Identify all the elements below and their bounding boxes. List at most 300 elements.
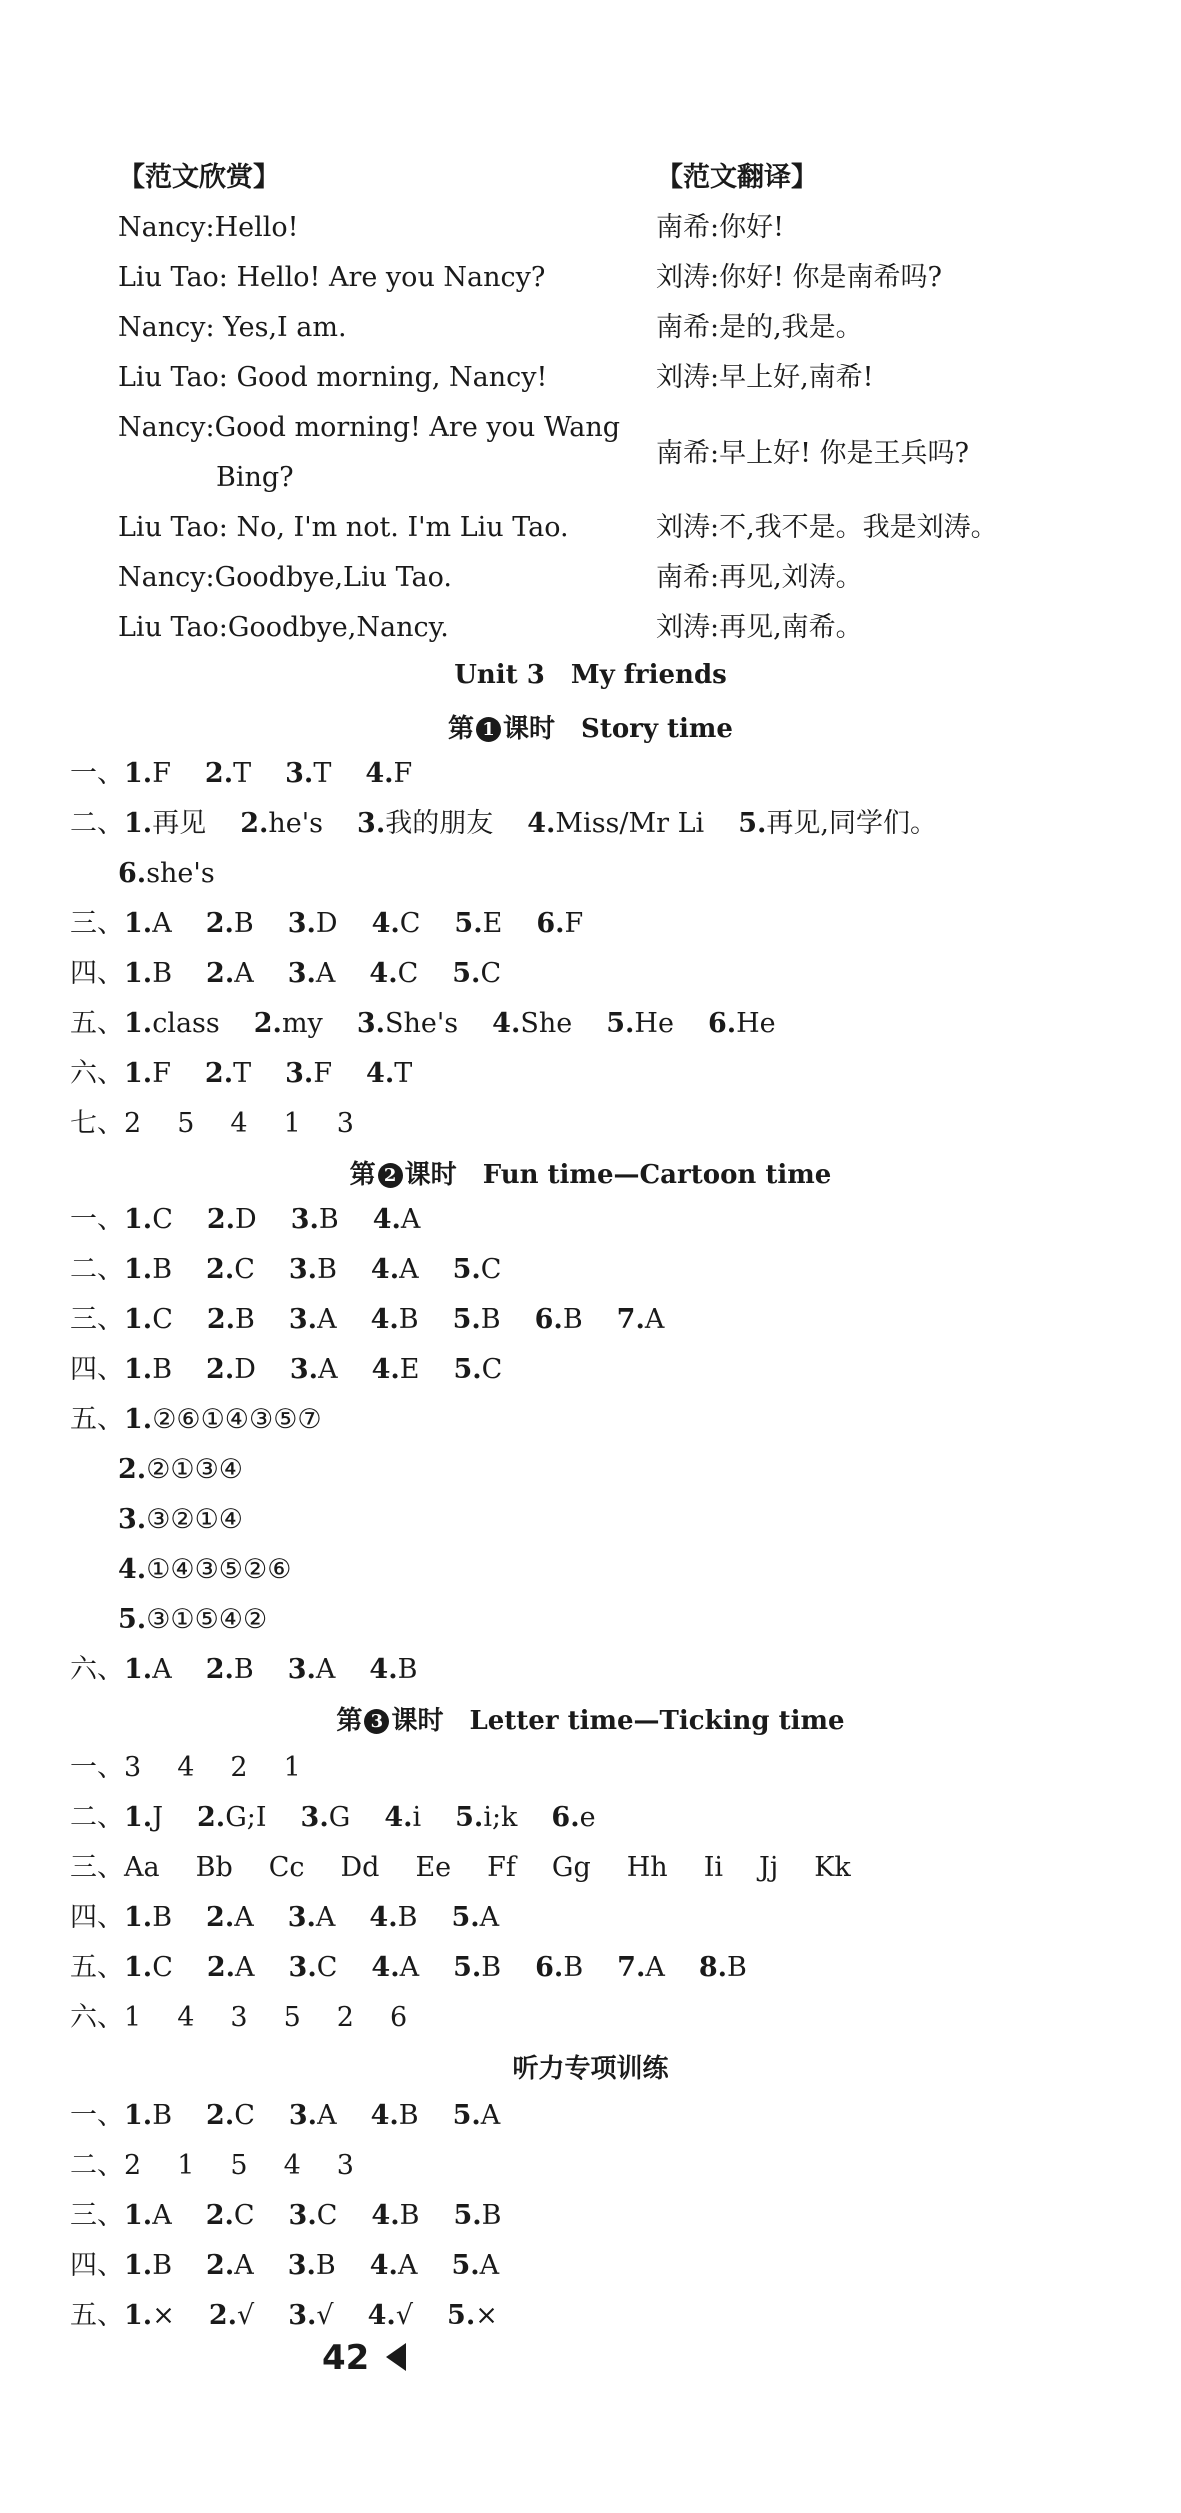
essay-cn-line: 南希:再见,刘涛。: [656, 562, 863, 593]
question-label: 四、: [70, 2250, 124, 2281]
item-answer: ③①⑤④②: [146, 1604, 268, 1635]
item-number: 4.: [369, 2250, 398, 2281]
answer-item: [206, 1652, 254, 1688]
answer-item: [536, 906, 583, 942]
answer-row: [70, 906, 617, 942]
answer-row: [70, 1950, 781, 1986]
answer-row: [70, 2198, 535, 2234]
item-answer: A: [234, 1902, 254, 1933]
question-label: 三、: [70, 1304, 124, 1335]
item-answer: B: [397, 1902, 418, 1933]
item-number: 4.: [369, 1654, 398, 1685]
item-answer: my: [281, 1008, 323, 1039]
item-answer: B: [397, 1654, 418, 1685]
item-number: 5.: [452, 2100, 481, 2131]
answer-item: [289, 1302, 337, 1338]
page-arrow-icon: [386, 2343, 406, 2371]
answer-item: [124, 956, 172, 992]
item-answer: C: [399, 908, 421, 939]
item-number: 5.: [454, 908, 483, 939]
lesson-number-badge: 2: [378, 1163, 403, 1188]
item-answer: B: [398, 2100, 419, 2131]
item-number: 4.: [371, 2200, 400, 2231]
item-answer: B: [152, 958, 173, 989]
item-answer: ②①③④: [146, 1454, 244, 1485]
item-number: 3.: [118, 1504, 147, 1535]
answer-row: [70, 1056, 446, 1092]
item-number: 5.: [453, 1952, 482, 1983]
item-number: 2.: [197, 1802, 226, 1833]
item-number: 3.: [288, 1304, 318, 1335]
item-answer: he's: [268, 808, 324, 839]
item-answer: F: [393, 758, 413, 789]
item-answer: A: [318, 1354, 338, 1385]
item-number: 5.: [455, 1802, 484, 1833]
item-number: 3.: [287, 1654, 316, 1685]
item-number: 1.: [124, 1404, 153, 1435]
answer-item: [365, 756, 412, 792]
item-answer: C: [316, 1952, 338, 1983]
item-answer: A: [399, 1952, 420, 1983]
answer-item: [124, 1252, 172, 1288]
answer-row-cont: [118, 1602, 301, 1638]
item-number: 2.: [118, 1454, 147, 1485]
item-number: 1.: [124, 2250, 153, 2281]
answer-item: [289, 2098, 337, 2134]
lesson-heading: [0, 1700, 1181, 1737]
item-number: 5.: [452, 1254, 481, 1285]
answer-item: [124, 2198, 172, 2234]
answer-item: [288, 2298, 333, 2334]
answer-item: [369, 1652, 417, 1688]
answer-item: [288, 906, 338, 942]
page-number: 42: [322, 2338, 370, 2378]
answer-item: [373, 1202, 421, 1238]
item-answer: A: [480, 2100, 501, 2131]
item-number: 1.: [124, 1802, 153, 1833]
answer-item: [372, 1352, 420, 1388]
item-number: 6.: [535, 1952, 564, 1983]
item-answer: ①④③⑤②⑥: [146, 1554, 292, 1585]
answer-item: [357, 1006, 458, 1042]
answer-item: [124, 806, 206, 842]
item-answer: A: [645, 1952, 665, 1983]
answer-row: [70, 806, 971, 842]
item-answer: C: [152, 1304, 173, 1335]
answer-row: [70, 2000, 443, 2036]
item-answer: B: [152, 2100, 173, 2131]
item-answer: e: [579, 1802, 596, 1833]
item-answer: B: [152, 1902, 173, 1933]
item-number: 6.: [534, 1304, 563, 1335]
item-answer: C: [480, 958, 502, 989]
sequence-item: Aa: [124, 1852, 160, 1883]
answer-item: [288, 2248, 336, 2284]
answer-item: [240, 806, 323, 842]
item-number: 3.: [285, 758, 314, 789]
item-number: 3.: [300, 1802, 329, 1833]
answer-row: [70, 1006, 810, 1042]
question-label: 三、: [70, 2200, 124, 2231]
essay-cn-line: 刘涛:你好! 你是南希吗?: [656, 262, 943, 293]
item-answer: A: [234, 958, 254, 989]
answer-item: [124, 1006, 220, 1042]
answer-item: [535, 1302, 583, 1338]
item-answer: C: [152, 1204, 173, 1235]
answer-item: [289, 1950, 338, 1986]
answer-item: [492, 1006, 572, 1042]
answer-row: [70, 1302, 698, 1338]
answer-row: [70, 1800, 630, 1836]
sequence-item: 4: [230, 1108, 248, 1139]
sequence-item: 2: [230, 1752, 248, 1783]
unit-number: Unit 3: [454, 660, 545, 690]
item-answer: i;k: [483, 1802, 518, 1833]
item-number: 6.: [118, 858, 147, 889]
answer-item: [551, 1800, 595, 1836]
sequence-item: 1: [177, 2150, 195, 2181]
answer-item: [206, 1352, 256, 1388]
item-answer: B: [562, 1304, 583, 1335]
item-number: 3.: [288, 2300, 317, 2331]
item-number: 3.: [288, 1952, 317, 1983]
answer-sequence: [124, 2150, 390, 2181]
lesson-heading: [0, 708, 1181, 745]
sequence-item: 1: [283, 1752, 301, 1783]
answer-row: [70, 1252, 535, 1288]
answer-item: [206, 2098, 255, 2134]
answer-item: [368, 2298, 413, 2334]
answer-item: [371, 1950, 419, 1986]
answer-item: [453, 1252, 502, 1288]
item-number: 4.: [371, 908, 400, 939]
answer-item: [708, 1006, 776, 1042]
sequence-item: 2: [124, 1108, 142, 1139]
item-number: 1.: [124, 1304, 153, 1335]
sequence-item: Ee: [415, 1852, 452, 1883]
item-answer: C: [233, 2200, 255, 2231]
question-label: 二、: [70, 1254, 124, 1285]
item-answer: A: [235, 1952, 255, 1983]
lesson-name: Fun time—Cartoon time: [482, 1160, 832, 1190]
item-number: 4.: [118, 1554, 147, 1585]
lesson-number-badge: 3: [364, 1709, 389, 1734]
answer-item: [205, 756, 251, 792]
question-label: 六、: [70, 1654, 124, 1685]
lesson-name: Letter time—Ticking time: [469, 1706, 845, 1736]
item-number: 1.: [124, 1654, 153, 1685]
item-number: 5.: [452, 1304, 481, 1335]
item-number: 2.: [205, 1654, 234, 1685]
answer-item: [606, 1006, 674, 1042]
item-answer: A: [399, 1254, 419, 1285]
essay-en-line: Liu Tao: Good morning, Nancy!: [118, 362, 548, 393]
item-answer: √: [395, 2300, 414, 2331]
item-answer: T: [313, 758, 332, 789]
item-answer: She: [520, 1008, 573, 1039]
answer-item: [371, 1302, 419, 1338]
answer-item: [118, 1452, 243, 1488]
item-answer: C: [316, 2200, 338, 2231]
answer-item: [372, 906, 421, 942]
item-number: 3.: [288, 2100, 318, 2131]
sequence-item: Hh: [626, 1852, 668, 1883]
item-answer: B: [399, 2200, 420, 2231]
item-answer: B: [398, 1304, 419, 1335]
answer-item: [357, 806, 493, 842]
sequence-item: 3: [336, 2150, 354, 2181]
item-answer: B: [481, 1952, 502, 1983]
item-answer: she's: [146, 858, 215, 889]
answer-row: [70, 1352, 536, 1388]
answer-item: [206, 2198, 255, 2234]
essay-cn-line: 刘涛:再见,南希。: [656, 612, 863, 643]
lesson-prefix: 第: [336, 1706, 363, 1736]
sequence-item: 3: [230, 2002, 248, 2033]
item-number: 2.: [206, 1204, 236, 1235]
question-label: 二、: [70, 808, 124, 839]
sequence-item: 5: [230, 2150, 248, 2181]
essay-en-line: Nancy: Yes,I am.: [118, 312, 347, 343]
question-label: 五、: [70, 1404, 124, 1435]
item-number: 1.: [124, 758, 153, 789]
item-number: 3.: [290, 1204, 319, 1235]
item-number: 8.: [698, 1952, 728, 1983]
sequence-item: 4: [177, 1752, 195, 1783]
item-answer: He: [634, 1008, 674, 1039]
answer-item: [206, 1252, 255, 1288]
answer-sequence: [124, 1852, 887, 1883]
answer-row: [70, 2148, 390, 2184]
answer-item: [289, 1252, 337, 1288]
sequence-item: 4: [177, 2002, 195, 2033]
answer-item: [118, 1552, 291, 1588]
answer-item: [617, 1302, 665, 1338]
item-number: 2.: [206, 958, 235, 989]
answer-row: [70, 2248, 533, 2284]
answer-item: [527, 806, 704, 842]
essay-left-title: 【范文欣赏】: [118, 162, 280, 193]
answer-item: [453, 2198, 501, 2234]
question-label: 三、: [70, 908, 124, 939]
item-number: 4.: [372, 1204, 401, 1235]
lesson-prefix: 第: [349, 1160, 376, 1190]
question-label: 一、: [70, 1752, 124, 1783]
lesson-heading: [0, 1154, 1181, 1191]
item-number: 5.: [118, 1604, 147, 1635]
item-number: 5.: [606, 1008, 635, 1039]
lesson-suffix: 课时: [503, 714, 556, 744]
answer-item: [288, 1900, 336, 1936]
answer-item: [197, 1800, 267, 1836]
item-number: 1.: [124, 1058, 153, 1089]
listening-heading: 听力专项训练: [512, 2054, 669, 2084]
item-number: 3.: [287, 958, 316, 989]
answer-item: [617, 1950, 665, 1986]
item-answer: 我的朋友: [385, 808, 494, 839]
item-answer: i: [412, 1802, 422, 1833]
item-answer: D: [315, 908, 338, 939]
item-answer: A: [315, 1654, 336, 1685]
item-number: 2.: [206, 1254, 235, 1285]
answer-item: [452, 956, 501, 992]
sequence-item: 6: [389, 2002, 408, 2033]
item-answer: B: [233, 908, 254, 939]
item-answer: B: [480, 1304, 501, 1335]
item-answer: G;I: [225, 1802, 267, 1833]
sequence-item: Bb: [195, 1852, 233, 1883]
item-answer: A: [397, 2250, 418, 2281]
sequence-item: 3: [124, 1752, 142, 1783]
question-label: 六、: [70, 2002, 124, 2033]
item-number: 4.: [370, 2100, 399, 2131]
item-number: 1.: [124, 1204, 153, 1235]
question-label: 七、: [70, 1108, 124, 1139]
item-number: 1.: [124, 1952, 153, 1983]
answer-row: [70, 1106, 390, 1142]
answer-row: [70, 1850, 887, 1886]
answer-item: [535, 1950, 583, 1986]
sequence-item: 4: [283, 2150, 301, 2181]
item-number: 3.: [289, 1354, 319, 1385]
item-number: 2.: [205, 908, 234, 939]
answer-row-cont: [118, 1502, 277, 1538]
item-number: 1.: [124, 908, 153, 939]
item-answer: A: [317, 2100, 337, 2131]
answer-item: [206, 956, 254, 992]
answer-row: [70, 1202, 454, 1238]
item-answer: A: [400, 1204, 421, 1235]
answer-sequence: [124, 1108, 390, 1139]
answer-item: [205, 1056, 251, 1092]
sequence-item: Gg: [551, 1852, 591, 1883]
item-number: 4.: [365, 758, 394, 789]
answer-row: [70, 2298, 532, 2334]
item-answer: B: [563, 1952, 584, 1983]
item-number: 1.: [124, 2100, 153, 2131]
item-number: 5.: [738, 808, 767, 839]
item-number: 3.: [288, 2200, 317, 2231]
answer-item: [209, 2298, 254, 2334]
item-answer: G: [328, 1802, 351, 1833]
answer-item: [118, 856, 215, 892]
question-label: 四、: [70, 1902, 124, 1933]
item-number: 4.: [369, 1902, 398, 1933]
sequence-item: Kk: [814, 1852, 851, 1883]
answer-item: [124, 2298, 175, 2334]
item-number: 2.: [206, 1304, 236, 1335]
item-answer: T: [233, 758, 252, 789]
item-answer: B: [318, 1204, 339, 1235]
answer-item: [384, 1800, 421, 1836]
answer-item: [254, 1006, 323, 1042]
answer-item: [451, 2248, 499, 2284]
question-label: 五、: [70, 1952, 124, 1983]
item-number: 2.: [205, 2200, 234, 2231]
answer-item: [453, 2098, 501, 2134]
sequence-item: Dd: [340, 1852, 380, 1883]
answer-item: [124, 1800, 163, 1836]
item-number: 5.: [453, 1354, 482, 1385]
item-number: 4.: [371, 1952, 400, 1983]
item-answer: F: [564, 908, 584, 939]
item-answer: E: [399, 1354, 420, 1385]
answer-item: [288, 956, 336, 992]
essay-en-line: Nancy:Goodbye,Liu Tao.: [118, 562, 452, 593]
sequence-item: 5: [283, 2002, 301, 2033]
item-answer: J: [152, 1802, 164, 1833]
item-number: 1.: [124, 1254, 153, 1285]
item-number: 2.: [206, 2100, 235, 2131]
sequence-item: 3: [336, 1108, 354, 1139]
item-answer: ×: [152, 2300, 175, 2331]
item-number: 4.: [369, 958, 398, 989]
answer-item: [285, 756, 331, 792]
item-number: 3.: [287, 908, 316, 939]
item-answer: B: [152, 1254, 173, 1285]
item-answer: class: [152, 1008, 220, 1039]
item-number: 1.: [124, 2200, 153, 2231]
answer-item: [369, 1900, 417, 1936]
question-label: 五、: [70, 2300, 124, 2331]
item-answer: B: [152, 2250, 173, 2281]
item-number: 2.: [208, 2300, 237, 2331]
item-number: 7.: [616, 1304, 645, 1335]
item-number: 4.: [384, 1802, 413, 1833]
item-answer: C: [234, 2100, 255, 2131]
item-answer: F: [152, 758, 171, 789]
item-answer: F: [313, 1058, 333, 1089]
answer-item: [124, 1900, 172, 1936]
sequence-item: Jj: [759, 1852, 779, 1883]
answer-row-cont: [118, 1452, 277, 1488]
answer-item: [291, 1202, 339, 1238]
question-label: 一、: [70, 2100, 124, 2131]
question-label: 三、: [70, 1852, 124, 1883]
answer-item: [207, 1202, 257, 1238]
item-answer: D: [235, 1204, 257, 1235]
item-answer: ③②①④: [146, 1504, 244, 1535]
item-number: 4.: [367, 2300, 396, 2331]
item-answer: A: [234, 2250, 254, 2281]
sequence-item: 5: [177, 1108, 195, 1139]
question-label: 四、: [70, 958, 124, 989]
question-label: 一、: [70, 1204, 124, 1235]
sequence-item: Cc: [268, 1852, 305, 1883]
answer-item: [455, 1800, 517, 1836]
item-answer: D: [234, 1354, 256, 1385]
sequence-item: Ii: [703, 1852, 723, 1883]
answer-item: [699, 1950, 747, 1986]
item-answer: She's: [385, 1008, 459, 1039]
item-answer: A: [152, 1654, 172, 1685]
item-answer: A: [479, 2250, 500, 2281]
item-number: 5.: [452, 958, 481, 989]
lesson-suffix: 课时: [391, 1706, 444, 1736]
essay-en-line: Bing?: [216, 462, 294, 493]
item-number: 2.: [240, 808, 269, 839]
essay-cn-line: 南希:早上好! 你是王兵吗?: [656, 438, 970, 469]
sequence-item: 1: [124, 2002, 142, 2033]
question-label: 四、: [70, 1354, 124, 1385]
answer-item: [206, 906, 254, 942]
answer-item: [451, 1900, 499, 1936]
item-answer: B: [317, 1254, 337, 1285]
item-number: 1.: [124, 1008, 153, 1039]
answer-row: [70, 756, 446, 792]
essay-en-line: Liu Tao: No, I'm not. I'm Liu Tao.: [118, 512, 569, 543]
item-number: 1.: [124, 1902, 153, 1933]
